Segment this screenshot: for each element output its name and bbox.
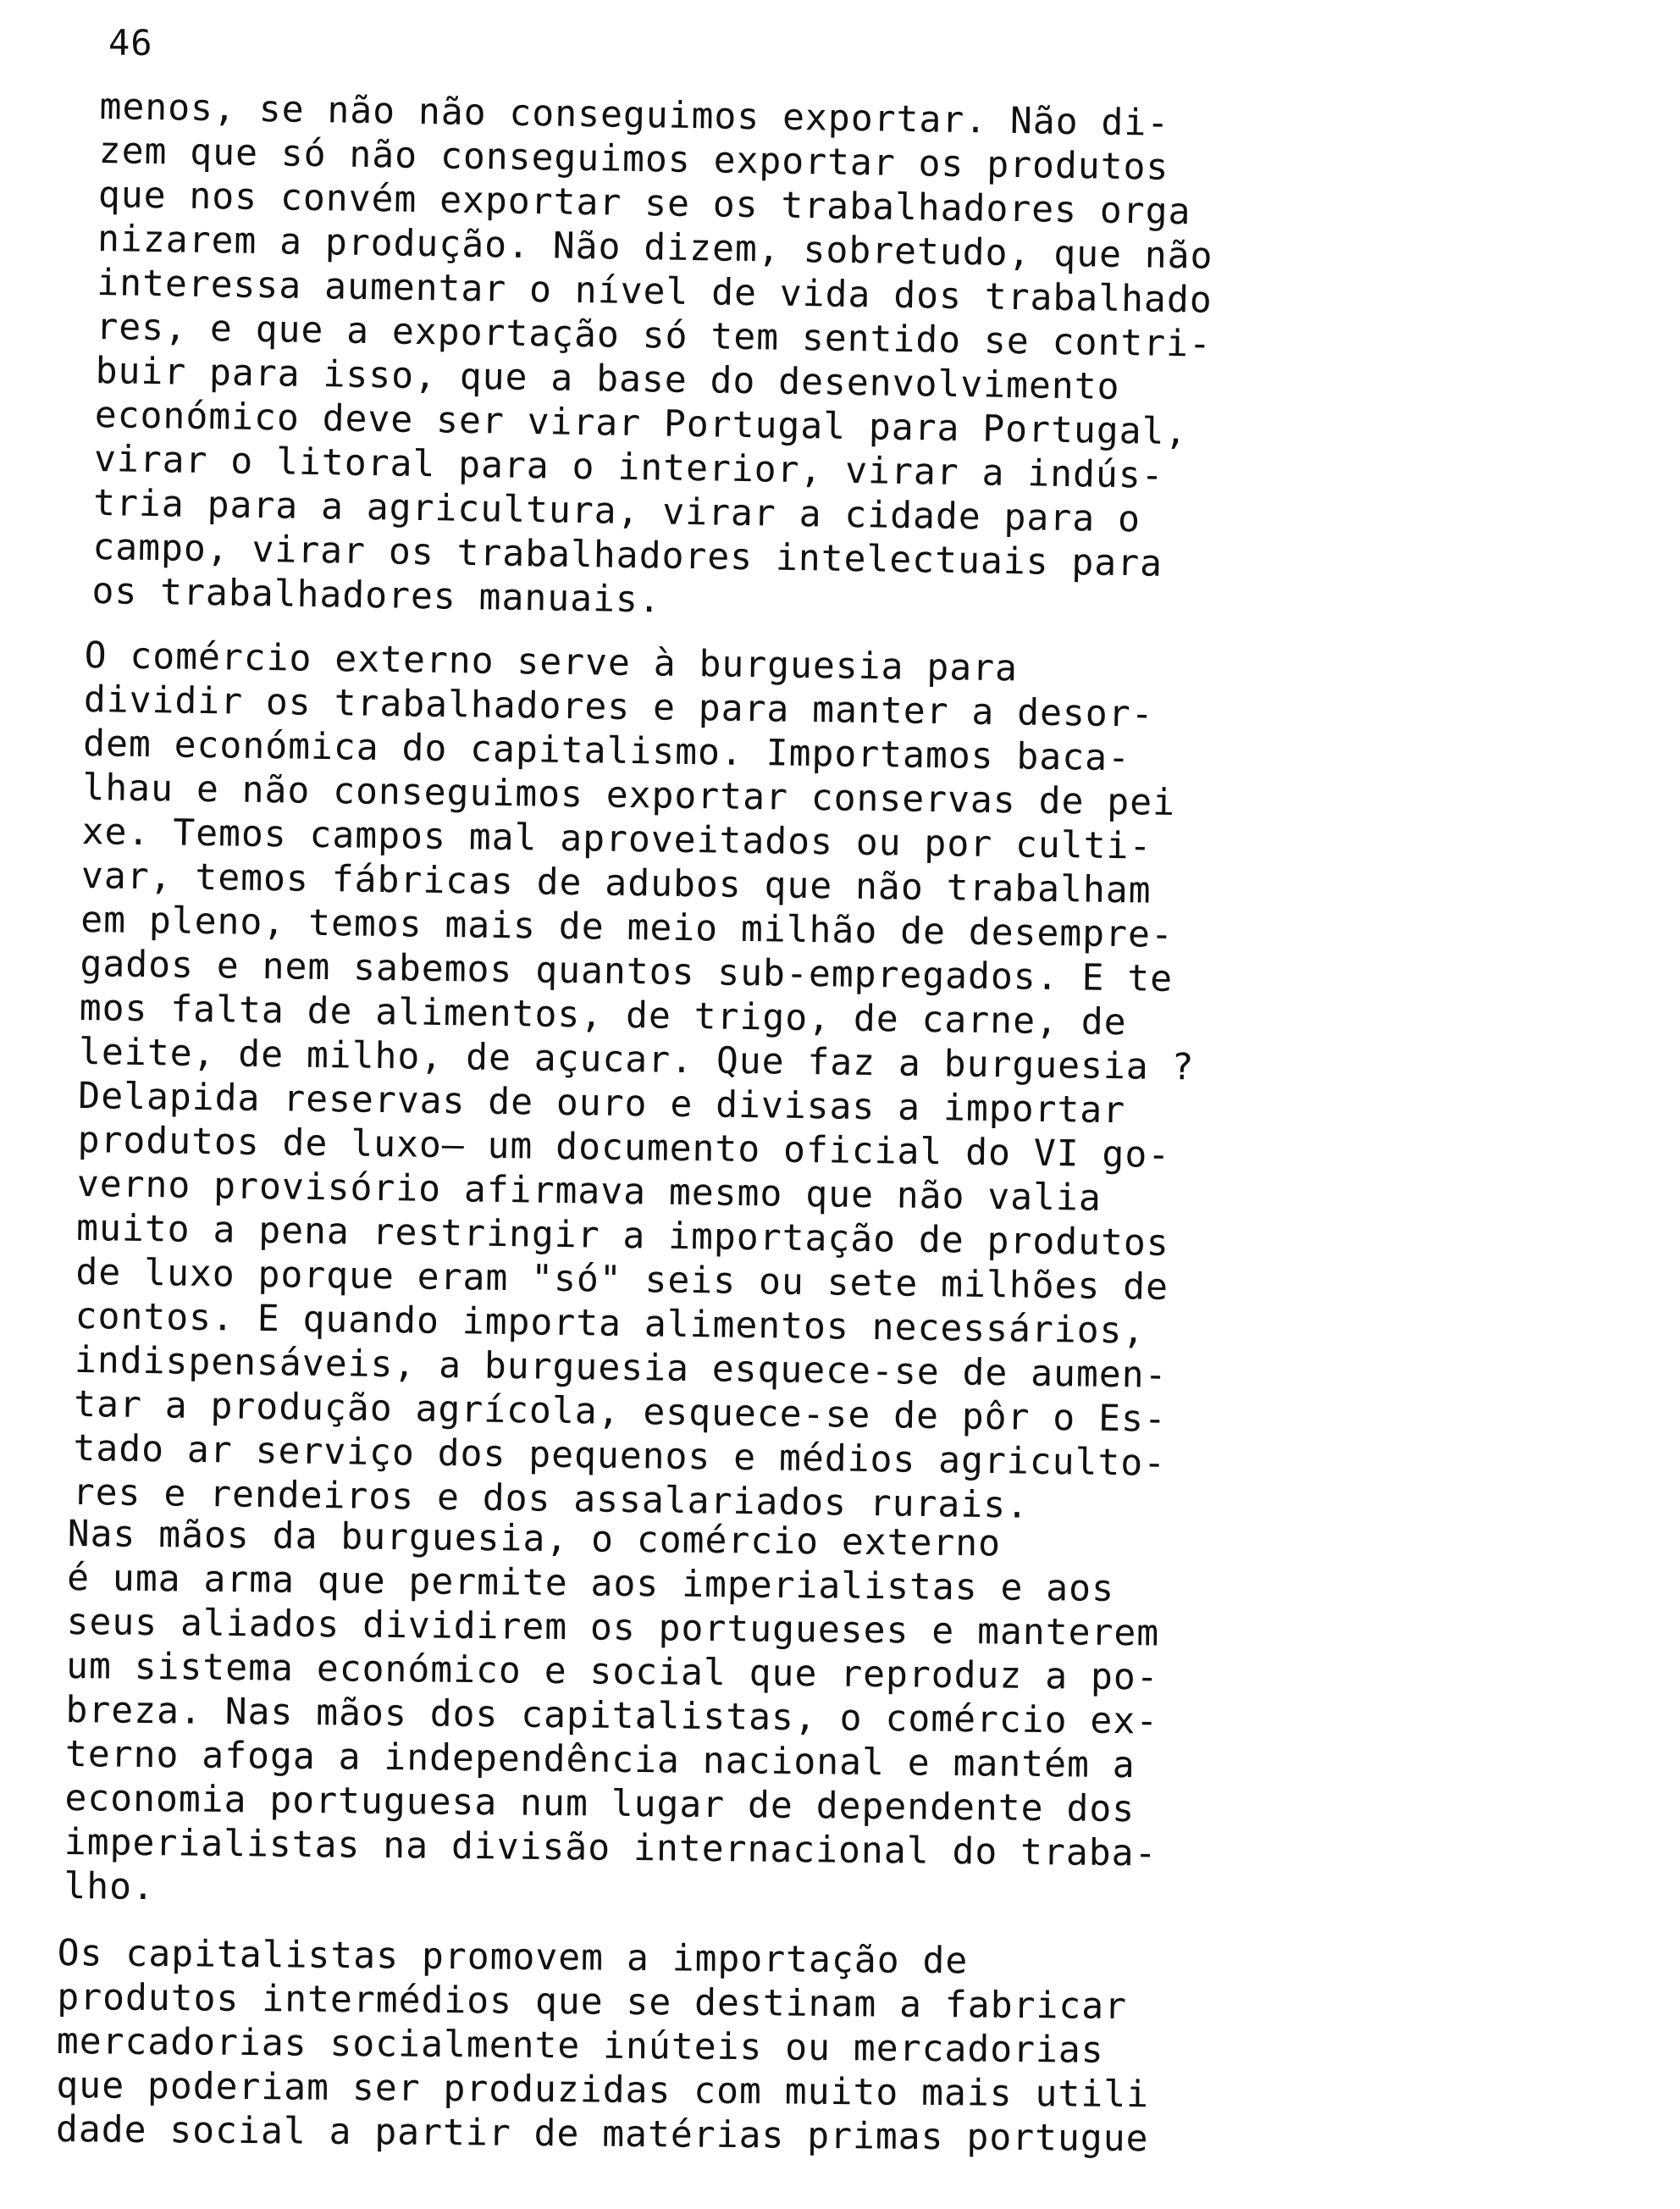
text-line: O comércio externo serve à burguesia para xyxy=(84,634,1019,690)
text-line: mercadorias socialmente inúteis ou mercadorias xyxy=(56,2019,1104,2072)
text-line: buir para isso, que a base do desenvolvimento xyxy=(95,349,1120,408)
text-line: económico deve ser virar Portugal para Portugal, xyxy=(94,393,1188,454)
text-line: imperialistas na divisão internacional do traba- xyxy=(64,1820,1158,1875)
text-line: gados e nem sabemos quantos sub-empregados. E te xyxy=(80,942,1174,1000)
text-line: tria para a agricultura, virar a cidade para o xyxy=(92,481,1141,541)
text-line: res, e que a exportação só tem sentido se contri- xyxy=(96,305,1213,366)
text-line: dem económica do capitalismo. Importamos baca- xyxy=(82,722,1131,780)
text-line: lhau e não conseguimos exportar conservas de pei xyxy=(82,766,1176,824)
text-line: tado ar serviço dos pequenos e médios agriculto- xyxy=(73,1426,1167,1485)
text-line: indispensáveis, a burguesia esquece-se de aumen- xyxy=(74,1338,1168,1397)
text-line: contos. E quando importa alimentos necessários, xyxy=(75,1294,1146,1353)
text-line: em pleno, temos mais de meio milhão de desempre- xyxy=(80,898,1174,956)
text-line: produtos intermédios que se destinam a fabricar xyxy=(57,1975,1128,2029)
text-line: que nos convém exportar se os trabalhadores orga xyxy=(97,173,1191,234)
text-line: nizarem a produção. Não dizem, sobretudo, que não xyxy=(97,217,1213,278)
text-line: leite, de milho, de açucar. Que faz a burguesia ? xyxy=(78,1030,1195,1089)
text-line: produtos de luxo— um documento oficial do VI go- xyxy=(77,1118,1171,1176)
text-line: mos falta de alimentos, de trigo, de carne, de xyxy=(79,986,1127,1044)
text-line: menos, se não não conseguimos exportar. Não di- xyxy=(99,85,1170,145)
text-line: um sistema económico e social que reproduz a po- xyxy=(65,1644,1159,1699)
text-line: var, temos fábricas de adubos que não trabalham xyxy=(80,854,1152,912)
text-line: zem que só não conseguimos exportar os produtos xyxy=(98,129,1169,189)
text-line: interessa aumentar o nível de vida dos trabalhado xyxy=(96,261,1213,322)
paragraph-2 xyxy=(72,634,1200,1530)
text-line: muito a pena restringir a importação de produtos xyxy=(75,1206,1170,1265)
text-line: virar o litoral para o interior, virar a indús- xyxy=(93,437,1165,497)
text-line: breza. Nas mãos dos capitalistas, o comércio ex- xyxy=(65,1688,1159,1743)
text-line: xe. Temos campos mal aproveitados ou por culti- xyxy=(81,810,1152,868)
text-line: terno afoga a independência nacional e mantém a xyxy=(64,1732,1136,1787)
text-line: Nas mãos da burguesia, o comércio externo xyxy=(67,1513,1002,1565)
text-line: tar a produção agrícola, esquece-se de pôr o Es- xyxy=(73,1382,1168,1441)
text-line: seus aliados dividirem os portugueses e manterem xyxy=(66,1600,1160,1655)
text-line: campo, virar os trabalhadores intelectuais para xyxy=(92,525,1163,585)
paragraph-1 xyxy=(91,85,1215,631)
text-line: Delapida reservas de ouro e divisas a importar xyxy=(78,1074,1126,1132)
text-line: de luxo porque eram "só" seis ou sete milhões de xyxy=(75,1250,1169,1309)
text-line: dividir os trabalhadores e para manter a desor- xyxy=(83,678,1154,736)
text-line: economia portuguesa num lugar de dependente dos xyxy=(64,1776,1136,1831)
text-line: dade social a partir de matérias primas portugue xyxy=(55,2107,1149,2161)
text-line: que poderiam ser produzidas com muito mais utili xyxy=(56,2063,1150,2117)
text-line: os trabalhadores manuais. xyxy=(91,569,662,622)
page-number: 46 xyxy=(108,22,153,64)
text-line: é uma arma que permite aos imperialistas e aos xyxy=(66,1556,1115,1610)
text-line: res e rendeiros e dos assalariados rurais. xyxy=(72,1470,1030,1527)
text-line: lho. xyxy=(64,1864,156,1909)
paragraph-4 xyxy=(56,1931,1151,2161)
paragraph-3 xyxy=(64,1512,1160,1919)
text-line: verno provisório afirmava mesmo que não valia xyxy=(76,1162,1102,1220)
text-line: Os capitalistas promovem a importação de xyxy=(57,1932,969,1983)
